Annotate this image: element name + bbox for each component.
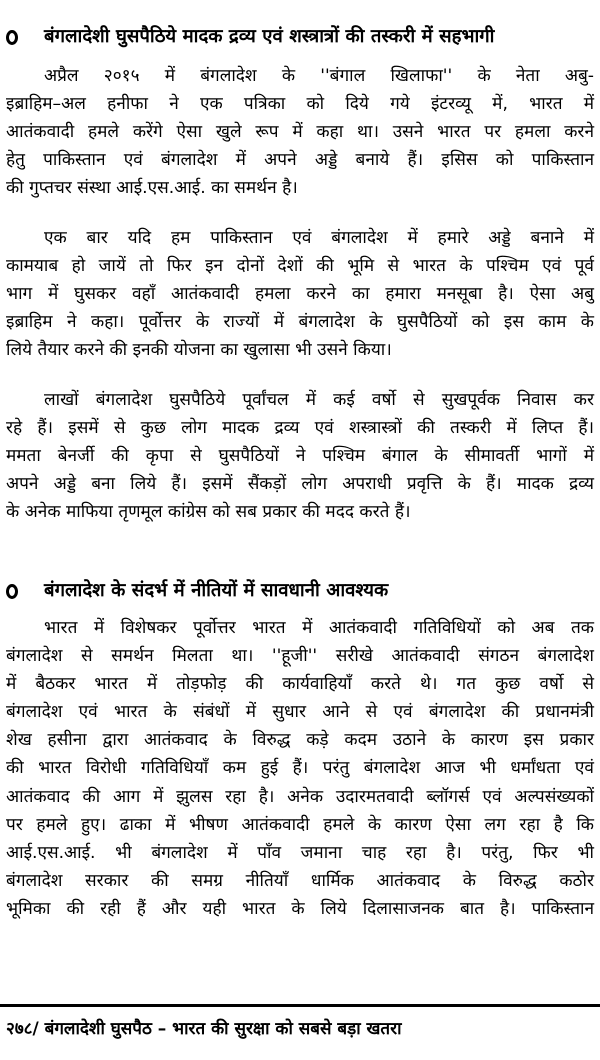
paragraph-line: शेख हसीना द्वारा आतंकवाद के विरुद्ध कड़े कदम उठाने के कारण इस प्रकार: [6, 730, 594, 751]
section-heading: [6, 578, 594, 604]
paragraph-line: में बैठकर भारत में तोड़फोड़ की कार्यवाहियाँ करते थे। गत कुछ वर्षो से: [6, 674, 594, 695]
footer-divider: [0, 1004, 600, 1007]
paragraph-line: बंगलादेश एवं भारत के संबंधों में सुधार आने से एवं बंगलादेश की प्रधानमंत्री: [6, 702, 594, 723]
paragraph-line: अपने अड्डे बना लिये हैं। इसमें सैंकड़ों लोग अपराधी प्रवृत्ति के हैं। मादक द्रव्य: [6, 474, 594, 495]
paragraph-line: के अनेक माफिया तृणमूल कांग्रेस को सब प्रकार की मदद करते हैं।: [6, 502, 411, 523]
page-footer: २७८/ बंगलादेशी घुसपैठ – भारत की सुरक्षा को सबसे बड़ा खतरा: [6, 1019, 402, 1039]
paragraph-line: हेतु पाकिस्तान एवं बंगलादेश में अपने अड्डे बनाये हैं। इसिस को पाकिस्तान: [6, 150, 594, 171]
paragraph-line: लाखों बंगलादेश घुसपैठिये पूर्वांचल में कई वर्षो से सुखपूर्वक निवास कर: [44, 390, 594, 410]
paragraph-line: भूमिका की रही हैं और यही भारत के लिये दिलासाजनक बात है। पाकिस्तान: [6, 898, 594, 919]
paragraph-line: आतंकवादी हमले करेंगे ऐसा खुले रूप में कहा था। उसने भारत पर हमला करने: [6, 122, 594, 143]
paragraph-line: आतंकवाद की आग में झुलस रहा है। अनेक उदारमतवादी ब्लॉगर्स एवं अल्पसंख्यकों: [6, 786, 594, 807]
paragraph-line: भारत में विशेषकर पूर्वोत्तर भारत में आतंकवादी गतिविधियों को अब तक: [44, 618, 594, 638]
paragraph-line: बंगलादेश से समर्थन मिलता था। ''हूजी'' सरीखे आतंकवादी संगठन बंगलादेश: [6, 646, 594, 667]
section-heading-text: बंगलादेश के संदर्भ में नीतियों में सावधानी आवश्यक: [44, 580, 389, 601]
paragraph-line: भाग में घुसकर वहाँ आतंकवादी हमला करने का हमारा मनसूबा है। ऐसा अबु: [6, 284, 594, 305]
paragraph-line: की भारत विरोधी गतिविधियाँ कम हुई हैं। परंतु बंगलादेश आज भी धर्मांधता एवं: [6, 758, 594, 779]
paragraph-line: आई.एस.आई. भी बंगलादेश में पाँव जमाना चाह रहा है। परंतु, फिर भी: [6, 842, 594, 863]
paragraph: [6, 224, 594, 364]
section-heading: [6, 24, 594, 50]
paragraph-line: इब्राहिम ने कहा। पूर्वोत्तर के राज्यों में बंगलादेश के घुसपैठियों को इस काम के: [6, 312, 594, 333]
paragraph-line: पर हमले हुए। ढाका में भीषण आतंकवादी हमले के कारण ऐसा लग रहा है कि: [6, 814, 594, 835]
paragraph-line: अप्रैल २०१५ में बंगलादेश के ''बंगाल खिलाफा'' के नेता अबु-: [44, 66, 594, 86]
paragraph: [6, 62, 594, 202]
section-heading-text: बंगलादेशी घुसपैठिये मादक द्रव्य एवं शस्त्रात्रों की तस्करी में सहभागी: [44, 26, 495, 47]
paragraph-line: रहे हैं। इसमें से कुछ लोग मादक द्रव्य एवं शस्त्रास्त्रों की तस्करी में लिप्त हैं।: [6, 418, 594, 439]
paragraph-line: कामयाब हो जायें तो फिर इन दोनों देशों की भूमि से भारत के पश्चिम एवं पूर्व: [6, 256, 594, 277]
circle-bullet-icon: [6, 584, 18, 599]
paragraph-line: बंगलादेश सरकार की समग्र नीतियाँ धार्मिक आतंकवाद के विरुद्ध कठोर: [6, 870, 594, 891]
paragraph: [6, 614, 594, 923]
circle-bullet-icon: [6, 30, 18, 45]
paragraph-line: इब्राहिम–अल हनीफा ने एक पत्रिका को दिये गये इंटरव्यू में, भारत में: [6, 94, 594, 115]
paragraph: [6, 386, 594, 526]
paragraph-line: की गुप्तचर संस्था आई.एस.आई. का समर्थन है।: [6, 178, 298, 199]
paragraph-line: लिये तैयार करने की इनकी योजना का खुलासा भी उसने किया।: [6, 340, 392, 361]
paragraph-line: ममता बेनर्जी की कृपा से घुसपैठियों ने पश्चिम बंगाल के सीमावर्ती भागों में: [6, 446, 594, 467]
paragraph-line: एक बार यदि हम पाकिस्तान एवं बंगलादेश में हमारे अड्डे बनाने में: [44, 228, 594, 248]
